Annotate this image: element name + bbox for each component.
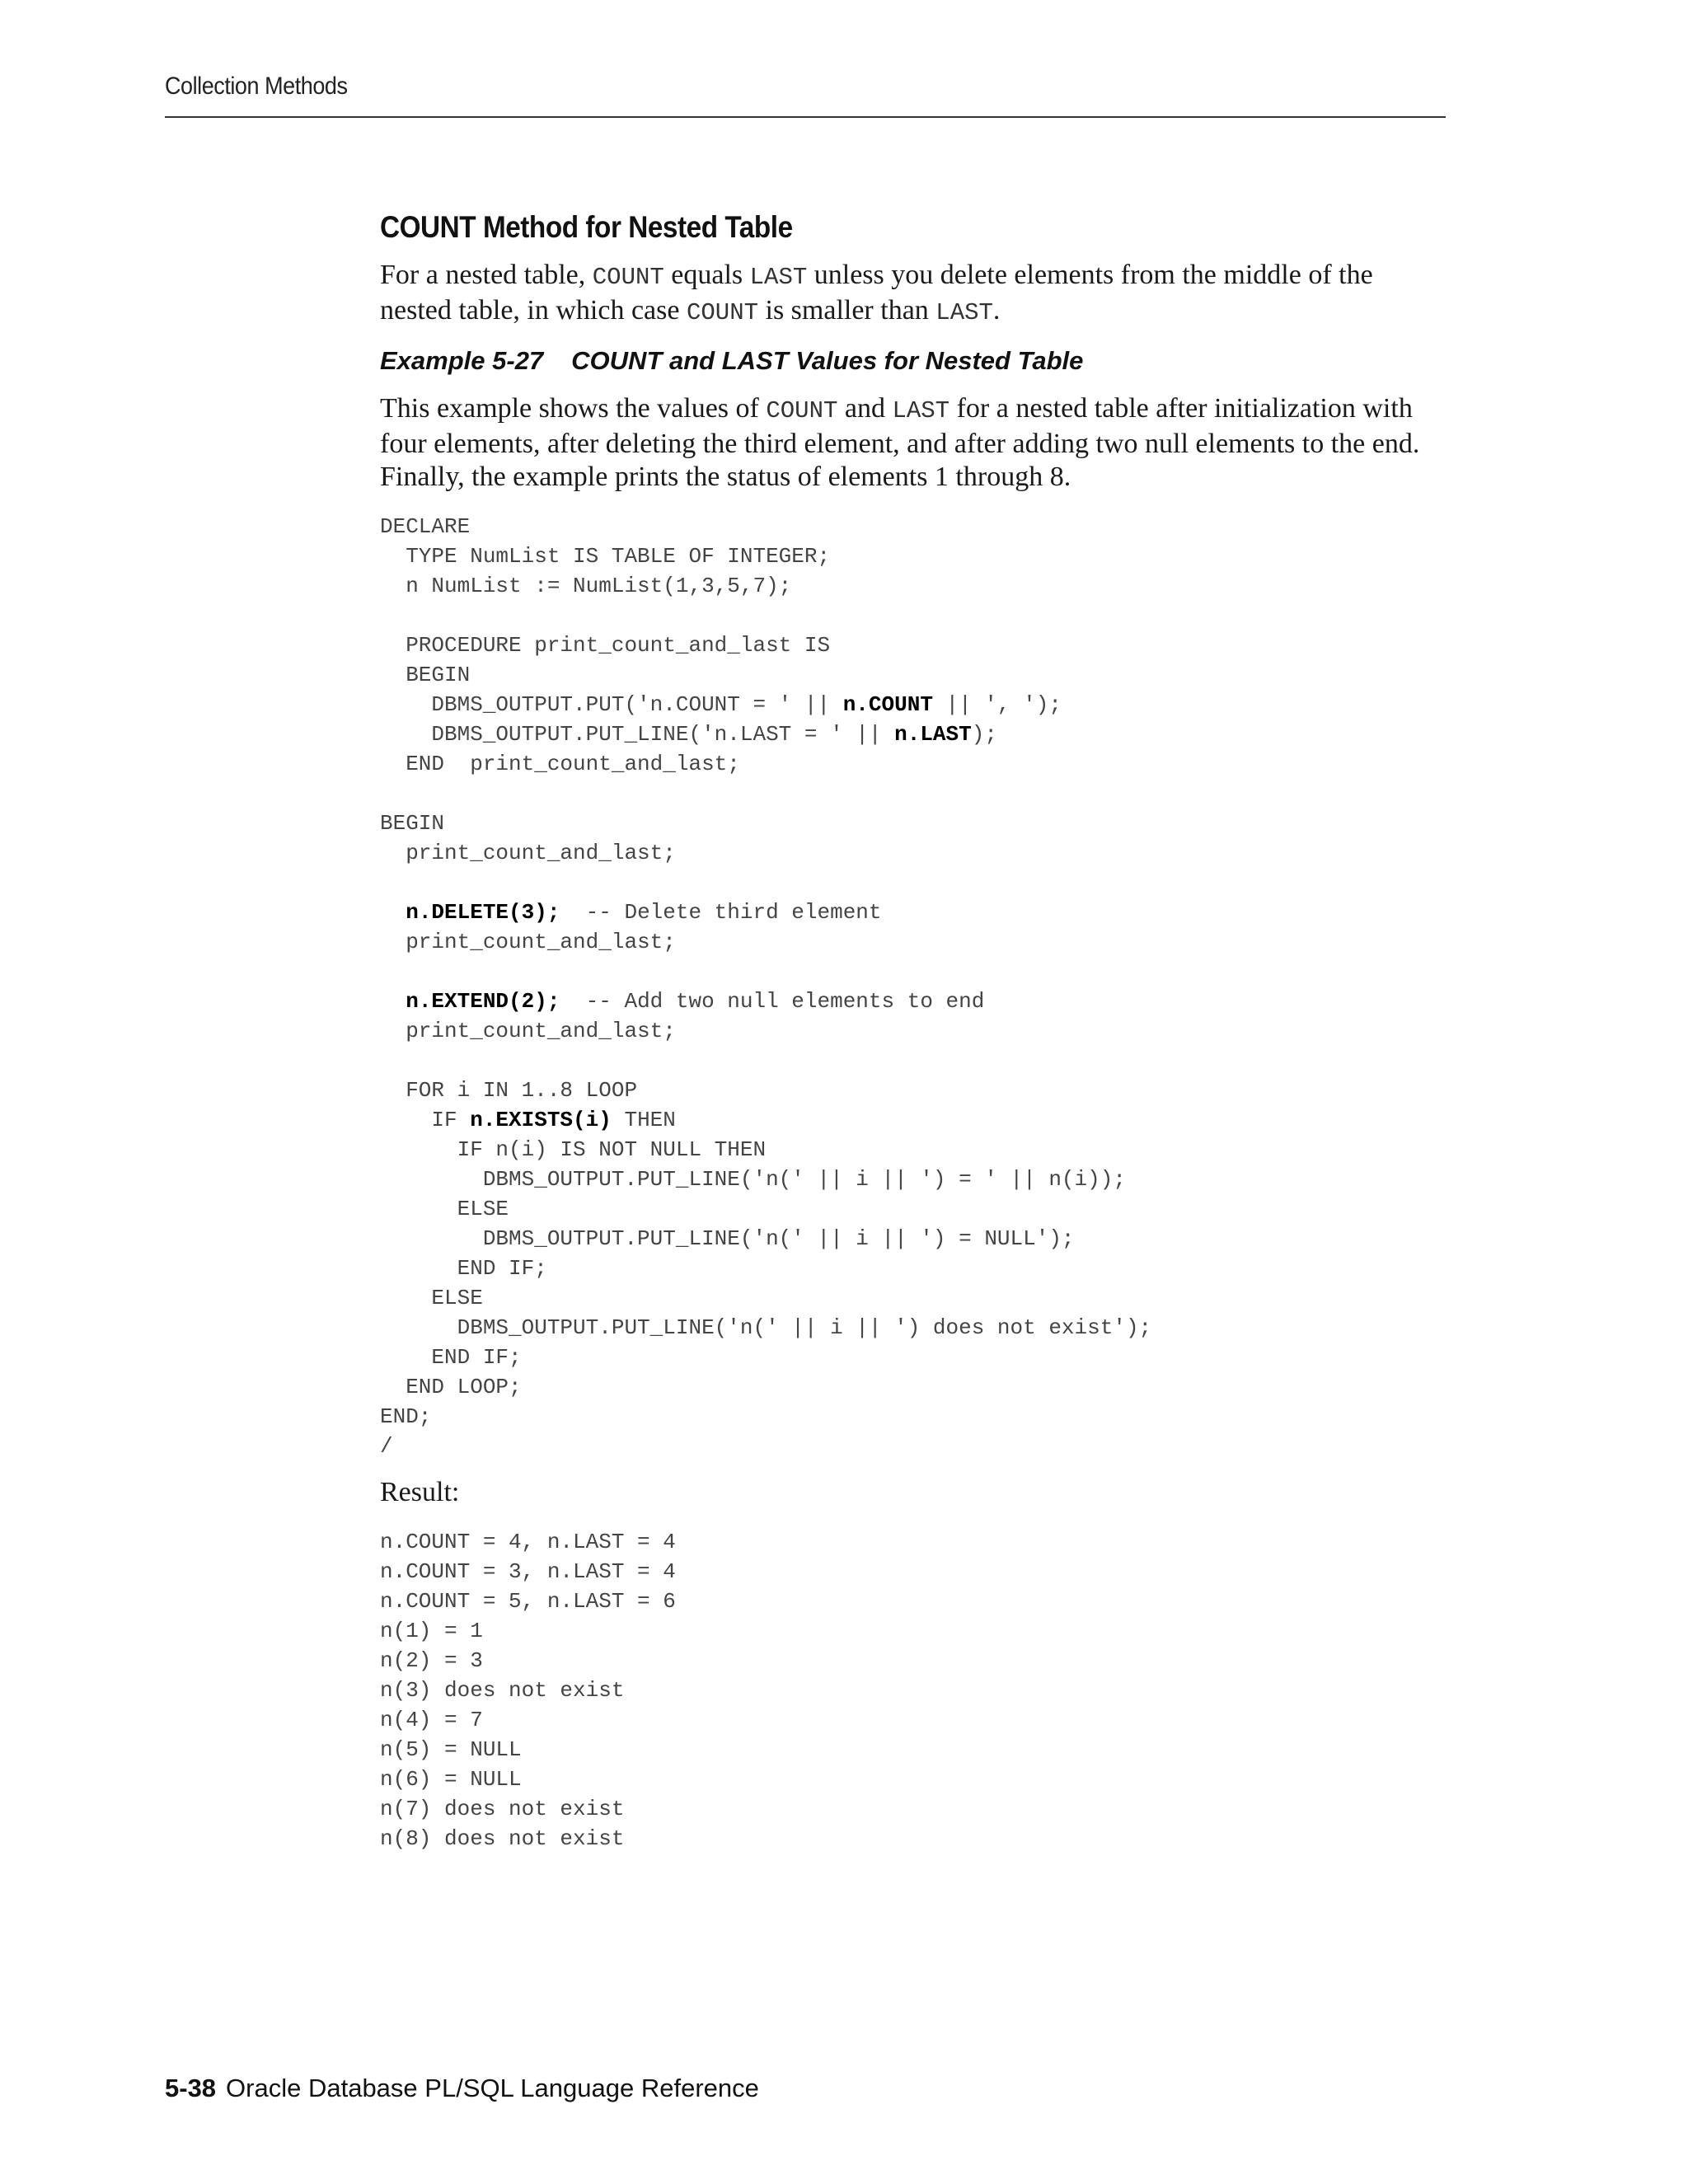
code-line: FOR i IN 1..8 LOOP	[380, 1078, 638, 1103]
result-line: n(2) = 3	[380, 1648, 483, 1673]
result-line: n(6) = NULL	[380, 1767, 522, 1792]
result-line: n(3) does not exist	[380, 1678, 625, 1703]
book-title: Oracle Database PL/SQL Language Reference	[226, 2074, 759, 2102]
code-segment: DBMS_OUTPUT.PUT('n.COUNT = ' ||	[380, 692, 843, 717]
result-label: Result:	[380, 1477, 460, 1507]
result-line: n(8) does not exist	[380, 1826, 625, 1851]
desc-text-2: and	[837, 393, 893, 424]
desc-text-3: for a nested table after initialization with four elements, after deleting the third element, and after adding two null elements to the end. Finally, the example prints the status of elements 1 through 8.	[380, 393, 1420, 492]
code-line: END IF;	[380, 1256, 547, 1281]
code-line: BEGIN	[380, 663, 471, 687]
result-line: n(4) = 7	[380, 1708, 483, 1732]
intro-text-3: unless you delete elements from the middle of the nested table, in which case	[380, 260, 1373, 326]
section-title: COUNT Method for Nested Table	[380, 210, 793, 244]
intro-code-count: COUNT	[592, 264, 664, 291]
code-segment: THEN	[611, 1108, 676, 1132]
code-listing	[380, 512, 1451, 1461]
code-line: END LOOP;	[380, 1375, 522, 1399]
intro-code-last: LAST	[749, 264, 808, 291]
code-line	[380, 690, 1451, 719]
code-segment	[380, 989, 406, 1014]
code-highlight: n.EXISTS(i)	[470, 1108, 612, 1132]
code-segment: || ', ');	[932, 692, 1062, 717]
code-segment: -- Add two null elements to end	[560, 989, 985, 1014]
intro-code-count-2: COUNT	[686, 299, 758, 326]
main-content	[380, 208, 1451, 1854]
code-line: n NumList := NumList(1,3,5,7);	[380, 574, 792, 598]
code-highlight: n.LAST	[894, 722, 972, 747]
desc-code-last: LAST	[892, 397, 950, 424]
code-segment	[380, 900, 406, 925]
code-line	[380, 868, 1451, 898]
code-line: DBMS_OUTPUT.PUT_LINE('n(' || i || ') = ' || n(i));	[380, 1167, 1126, 1192]
code-line: /	[380, 1434, 393, 1459]
code-line: print_count_and_last;	[380, 841, 676, 865]
code-highlight: n.EXTEND(2);	[406, 989, 560, 1014]
code-line: END print_count_and_last;	[380, 752, 740, 776]
code-line: print_count_and_last;	[380, 930, 676, 954]
intro-paragraph	[380, 259, 1451, 330]
intro-text-4: is smaller than	[758, 295, 936, 326]
code-line: ELSE	[380, 1286, 483, 1310]
result-line: n(1) = 1	[380, 1619, 483, 1643]
example-title: COUNT and LAST Values for Nested Table	[571, 346, 1084, 375]
code-highlight: n.DELETE(3);	[406, 900, 560, 925]
intro-text-5: .	[992, 295, 1001, 326]
code-line	[380, 987, 1451, 1016]
code-line	[380, 719, 1451, 749]
code-line: ELSE	[380, 1197, 509, 1221]
code-highlight: n.COUNT	[842, 692, 933, 717]
code-line: DECLARE	[380, 514, 471, 539]
code-line: IF n(i) IS NOT NULL THEN	[380, 1137, 767, 1162]
page-number: 5-38	[165, 2074, 217, 2102]
intro-text-2: equals	[663, 260, 750, 290]
example-number: Example 5-27	[380, 346, 544, 375]
running-header: Collection Methods	[165, 73, 348, 100]
code-line: DBMS_OUTPUT.PUT_LINE('n(' || i || ') does not exist');	[380, 1315, 1152, 1340]
code-line: TYPE NumList IS TABLE OF INTEGER;	[380, 544, 831, 569]
result-line: n.COUNT = 5, n.LAST = 6	[380, 1589, 676, 1614]
code-line: BEGIN	[380, 811, 445, 836]
example-caption	[380, 344, 1451, 377]
code-segment: IF	[380, 1108, 471, 1132]
code-segment: -- Delete third element	[560, 900, 882, 925]
code-line: DBMS_OUTPUT.PUT_LINE('n(' || i || ') = NULL');	[380, 1226, 1075, 1251]
code-line: print_count_and_last;	[380, 1019, 676, 1043]
code-line	[380, 601, 1451, 630]
intro-text-1: For a nested table,	[380, 260, 593, 290]
result-line: n.COUNT = 4, n.LAST = 4	[380, 1530, 676, 1554]
code-line: END;	[380, 1404, 432, 1429]
code-line	[380, 898, 1451, 927]
code-segment: DBMS_OUTPUT.PUT_LINE('n.LAST = ' ||	[380, 722, 895, 747]
code-line	[380, 1046, 1451, 1076]
intro-code-last-2: LAST	[935, 299, 993, 326]
page-footer	[165, 2074, 759, 2103]
desc-text-1: This example shows the values of	[380, 393, 767, 424]
code-line: PROCEDURE print_count_and_last IS	[380, 633, 831, 658]
code-line	[380, 779, 1451, 808]
code-segment: );	[971, 722, 997, 747]
result-line: n(7) does not exist	[380, 1797, 625, 1821]
header-rule	[165, 116, 1446, 118]
result-output	[380, 1527, 1451, 1854]
desc-code-count: COUNT	[766, 397, 838, 424]
result-line: n.COUNT = 3, n.LAST = 4	[380, 1559, 676, 1584]
code-line	[380, 1105, 1451, 1135]
code-line: END IF;	[380, 1345, 522, 1370]
example-description	[380, 392, 1451, 494]
code-line	[380, 957, 1451, 987]
result-line: n(5) = NULL	[380, 1737, 522, 1762]
